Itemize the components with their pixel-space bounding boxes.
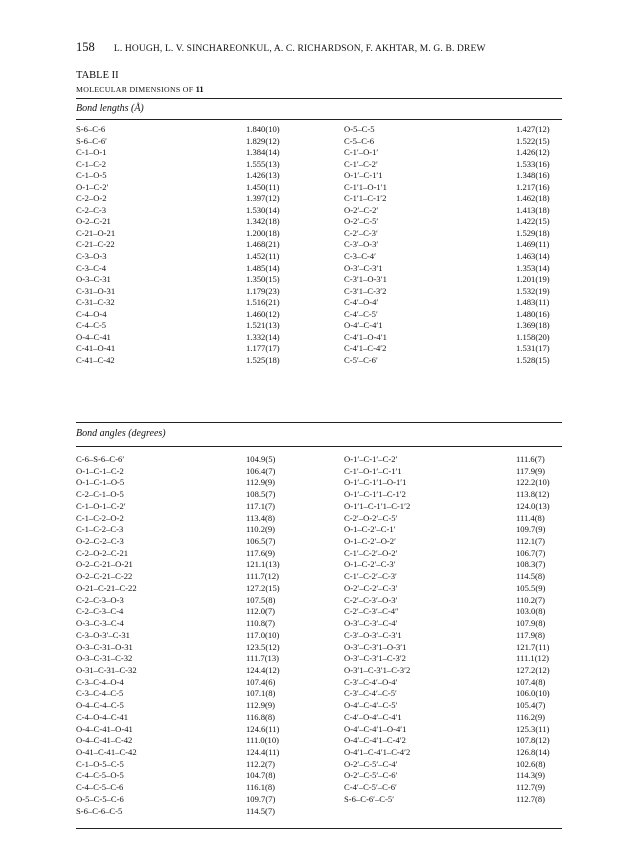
value-right: 1.369(18) bbox=[516, 320, 550, 331]
value-left: 112.9(9) bbox=[246, 700, 276, 711]
bond-angle-row bbox=[76, 712, 562, 724]
bond-angle-row bbox=[76, 653, 562, 665]
bond-length-row bbox=[76, 239, 562, 251]
bond-length-row bbox=[76, 309, 562, 321]
value-right: 126.8(14) bbox=[516, 746, 550, 757]
value-right: 1.158(20) bbox=[516, 331, 550, 342]
bond-angle-row bbox=[76, 642, 562, 654]
value-right: 113.8(12) bbox=[516, 489, 550, 500]
bond-angle-row bbox=[76, 747, 562, 759]
value-left: 1.332(14) bbox=[246, 331, 280, 342]
section-divider-rule bbox=[76, 422, 562, 423]
bond-left: S-6–C-6 bbox=[76, 124, 106, 134]
bond-right: C-4′1–C-4′2 bbox=[344, 343, 387, 354]
bond-left: C-1–O-5–C-5 bbox=[76, 758, 124, 769]
compound-number: 11 bbox=[195, 84, 204, 94]
bond-length-row bbox=[76, 170, 562, 182]
bond-angle-row bbox=[76, 477, 562, 489]
value-left: 117.1(7) bbox=[246, 500, 276, 511]
value-left: 1.530(14) bbox=[246, 204, 280, 215]
bond-left: O-41–C-41–C-42 bbox=[76, 746, 137, 757]
table-caption bbox=[76, 84, 204, 94]
value-right: 1.217(16) bbox=[516, 181, 550, 192]
value-left: 117.0(10) bbox=[246, 629, 280, 640]
value-right: 1.463(14) bbox=[516, 251, 550, 262]
bond-right: C-2′–C-3′ bbox=[344, 227, 378, 238]
bond-left: C-3–O-3′–C-31 bbox=[76, 629, 130, 640]
bond-left: C-2–O-2 bbox=[76, 193, 107, 204]
bond-right: C-3′1–C-3′2 bbox=[344, 285, 387, 296]
bond-right: O-3′–C-3′–C-4′ bbox=[344, 618, 398, 629]
value-left: 111.7(12) bbox=[246, 571, 280, 582]
bond-left: C-3–C-4–O-4 bbox=[76, 676, 124, 687]
value-left: 104.9(5) bbox=[246, 454, 276, 464]
bond-left: O-4–C-4–C-5 bbox=[76, 700, 124, 711]
value-left: 108.5(7) bbox=[246, 489, 276, 500]
bond-angles-heading: Bond angles (degrees) bbox=[76, 428, 166, 439]
value-right: 124.0(13) bbox=[516, 500, 550, 511]
value-left: 1.485(14) bbox=[246, 262, 280, 273]
bond-left: O-2–C-2–C-3 bbox=[76, 536, 124, 547]
value-right: 105.4(7) bbox=[516, 700, 546, 711]
value-left: 1.384(14) bbox=[246, 147, 280, 158]
bond-left: C-31–O-31 bbox=[76, 285, 116, 296]
bond-lengths-heading: Bond lengths (Å) bbox=[76, 103, 144, 114]
value-right: 112.7(8) bbox=[516, 793, 546, 804]
value-right: 121.7(11) bbox=[516, 641, 550, 652]
value-right: 1.201(19) bbox=[516, 274, 550, 285]
value-right: 122.2(10) bbox=[516, 477, 550, 488]
bond-left: C-1–O-5 bbox=[76, 170, 107, 181]
value-left: 1.840(10) bbox=[246, 124, 280, 134]
bond-right: C-1′–C-2′ bbox=[344, 158, 378, 169]
value-right: 1.426(12) bbox=[516, 147, 550, 158]
bond-right: O-2′–C-5′–C-6′ bbox=[344, 770, 398, 781]
bond-length-row bbox=[76, 274, 562, 286]
bond-right: O-1′–C-1′1 bbox=[344, 170, 383, 181]
bond-right: C-2′–C-3′–O-3′ bbox=[344, 594, 398, 605]
value-left: 1.342(18) bbox=[246, 216, 280, 227]
bond-angle-row bbox=[76, 794, 562, 806]
value-right: 1.413(18) bbox=[516, 204, 550, 215]
bond-angle-row bbox=[76, 806, 562, 818]
bond-left: O-3–C-31 bbox=[76, 274, 111, 285]
value-left: 109.7(7) bbox=[246, 793, 276, 804]
value-right: 111.1(12) bbox=[516, 653, 550, 664]
value-right: 1.529(18) bbox=[516, 227, 550, 238]
bond-right: C-4′1–O-4′1 bbox=[344, 331, 387, 342]
bond-angle-row bbox=[76, 618, 562, 630]
bond-angles-table bbox=[76, 454, 562, 817]
bond-left: C-3–O-3 bbox=[76, 251, 107, 262]
value-left: 110.2(9) bbox=[246, 524, 276, 535]
bond-angle-row bbox=[76, 524, 562, 536]
bond-left: O-4–C-41–C-42 bbox=[76, 735, 133, 746]
value-right: 112.7(9) bbox=[516, 782, 546, 793]
bond-angle-row bbox=[76, 583, 562, 595]
bond-left: C-4–O-4–C-41 bbox=[76, 711, 129, 722]
bond-left: O-4–C-41 bbox=[76, 331, 111, 342]
bond-left: C-1–C-2–C-3 bbox=[76, 524, 124, 535]
bond-left: C-3–C-4–C-5 bbox=[76, 688, 124, 699]
value-right: 117.9(8) bbox=[516, 629, 546, 640]
value-right: 1.462(18) bbox=[516, 193, 550, 204]
bond-right: O-1–C-2′–C-1′ bbox=[344, 524, 396, 535]
bond-left: C-4–C-5–C-6 bbox=[76, 782, 124, 793]
value-left: 121.1(13) bbox=[246, 559, 280, 570]
bond-right: C-5–C-6 bbox=[344, 135, 375, 146]
bond-angle-row bbox=[76, 595, 562, 607]
value-left: 1.452(11) bbox=[246, 251, 280, 262]
bond-left: C-1–O-1–C-2′ bbox=[76, 500, 126, 511]
bond-right: C-2′–C-3′–C-4″ bbox=[344, 606, 399, 617]
bond-angle-row bbox=[76, 677, 562, 689]
bond-right: O-3′–C-3′1 bbox=[344, 262, 383, 273]
value-left: 1.450(11) bbox=[246, 181, 280, 192]
page-number: 158 bbox=[76, 40, 95, 54]
bond-angle-row bbox=[76, 501, 562, 513]
value-right: 125.3(11) bbox=[516, 723, 550, 734]
bond-left: S-6–C-6–C-5 bbox=[76, 805, 123, 816]
value-right: 103.0(8) bbox=[516, 606, 546, 617]
value-left: 112.0(7) bbox=[246, 606, 276, 617]
bond-length-row bbox=[76, 263, 562, 275]
value-right: 108.3(7) bbox=[516, 559, 546, 570]
value-right: 1.469(11) bbox=[516, 239, 550, 250]
value-right: 102.6(8) bbox=[516, 758, 546, 769]
bond-right: C-1′–O-1′ bbox=[344, 147, 379, 158]
bond-left: C-2–C-1–O-5 bbox=[76, 489, 124, 500]
bond-right: O-1–C-2′–O-2′ bbox=[344, 536, 396, 547]
table-bottom-rule bbox=[76, 828, 562, 829]
bond-angle-row bbox=[76, 770, 562, 782]
bond-right: C-2′–O-2′–C-5′ bbox=[344, 512, 398, 523]
bond-angle-row bbox=[76, 606, 562, 618]
value-right: 111.6(7) bbox=[516, 454, 545, 464]
bond-lengths-table bbox=[76, 124, 562, 366]
bond-left: C-2–C-3–O-3 bbox=[76, 594, 124, 605]
bond-angle-row bbox=[76, 559, 562, 571]
bond-angle-row bbox=[76, 489, 562, 501]
bond-left: C-21–C-22 bbox=[76, 239, 115, 250]
bond-right: C-4′–C-5′–C-6′ bbox=[344, 782, 397, 793]
bond-length-row bbox=[76, 205, 562, 217]
bond-left: C-1–C-2–O-2 bbox=[76, 512, 124, 523]
value-left: 106.4(7) bbox=[246, 465, 276, 476]
bond-left: O-2–C-21–O-21 bbox=[76, 559, 133, 570]
bond-right: C-1′–O-1′–C-1′1 bbox=[344, 465, 402, 476]
bond-angle-row bbox=[76, 735, 562, 747]
bond-right: C-1′1–O-1′1 bbox=[344, 181, 387, 192]
value-left: 124.6(11) bbox=[246, 723, 280, 734]
bond-angle-row bbox=[76, 571, 562, 583]
value-right: 105.5(9) bbox=[516, 582, 546, 593]
value-left: 1.397(12) bbox=[246, 193, 280, 204]
value-left: 107.5(8) bbox=[246, 594, 276, 605]
bond-length-row bbox=[76, 228, 562, 240]
table-caption-text: MOLECULAR DIMENSIONS OF bbox=[76, 85, 194, 94]
bond-right: O-1′–C-1′–C-2′ bbox=[344, 454, 398, 464]
bond-length-row bbox=[76, 159, 562, 171]
value-left: 111.0(10) bbox=[246, 735, 280, 746]
value-right: 116.2(9) bbox=[516, 711, 546, 722]
bond-right: O-1′–C-1′1–O-1′1 bbox=[344, 477, 407, 488]
bond-right: C-3′–C-4′–O-4′ bbox=[344, 676, 398, 687]
bond-left: C-1–C-2 bbox=[76, 158, 107, 169]
bond-length-row bbox=[76, 320, 562, 332]
bond-left: O-2–C-21–C-22 bbox=[76, 571, 133, 582]
bond-left: S-6–C-6′ bbox=[76, 135, 108, 146]
bond-length-row bbox=[76, 251, 562, 263]
bond-angle-row bbox=[76, 630, 562, 642]
bond-angle-row bbox=[76, 466, 562, 478]
value-left: 123.5(12) bbox=[246, 641, 280, 652]
value-right: 1.528(15) bbox=[516, 354, 550, 365]
bond-length-row bbox=[76, 297, 562, 309]
value-right: 1.422(15) bbox=[516, 216, 550, 227]
value-right: 109.7(9) bbox=[516, 524, 546, 535]
bond-angle-row bbox=[76, 548, 562, 560]
bond-length-row bbox=[76, 182, 562, 194]
value-left: 111.7(13) bbox=[246, 653, 280, 664]
value-right: 1.533(16) bbox=[516, 158, 550, 169]
value-left: 1.468(21) bbox=[246, 239, 280, 250]
bond-right: O-1–C-2′–C-3′ bbox=[344, 559, 396, 570]
bond-left: C-21–O-21 bbox=[76, 227, 116, 238]
bond-angles-rule bbox=[76, 446, 562, 447]
bond-right: O-3′1–C-3′1–C-3′2 bbox=[344, 664, 411, 675]
bond-right: C-5′–C-6′ bbox=[344, 354, 378, 365]
value-left: 1.829(12) bbox=[246, 135, 280, 146]
value-left: 1.350(15) bbox=[246, 274, 280, 285]
bond-right: O-4′–C-4′–C-5′ bbox=[344, 700, 398, 711]
bond-angle-row bbox=[76, 700, 562, 712]
table-top-rule bbox=[76, 98, 562, 99]
value-right: 1.532(19) bbox=[516, 285, 550, 296]
bond-length-row bbox=[76, 147, 562, 159]
bond-left: O-31–C-31–C-32 bbox=[76, 664, 137, 675]
bond-right: C-3′–O-3′ bbox=[344, 239, 379, 250]
bond-right: C-4′–C-5′ bbox=[344, 308, 378, 319]
value-right: 117.9(9) bbox=[516, 465, 546, 476]
value-right: 114.3(9) bbox=[516, 770, 546, 781]
bond-right: O-3′–C-3′1–O-3′1 bbox=[344, 641, 407, 652]
table-title: TABLE II bbox=[76, 70, 119, 81]
bond-angle-row bbox=[76, 454, 562, 466]
value-right: 107.8(12) bbox=[516, 735, 550, 746]
bond-left: C-41–C-42 bbox=[76, 354, 115, 365]
running-head-authors: L. HOUGH, L. V. SINCHAREONKUL, A. C. RICHARDSON, F. AKHTAR, M. G. B. DREW bbox=[113, 44, 486, 54]
value-left: 106.5(7) bbox=[246, 536, 276, 547]
bond-right: O-2′–C-2′ bbox=[344, 204, 379, 215]
value-left: 104.7(8) bbox=[246, 770, 276, 781]
value-left: 113.4(8) bbox=[246, 512, 276, 523]
bond-right: C-1′1–C-1′2 bbox=[344, 193, 387, 204]
bond-left: C-1–O-1 bbox=[76, 147, 107, 158]
bond-right: O-4′–C-4′1–C-4′2 bbox=[344, 735, 406, 746]
bond-left: C-41–O-41 bbox=[76, 343, 116, 354]
bond-left: C-4–C-5 bbox=[76, 320, 107, 331]
value-left: 1.179(23) bbox=[246, 285, 280, 296]
bond-right: S-6–C-6′–C-5′ bbox=[344, 793, 395, 804]
bond-length-row bbox=[76, 332, 562, 344]
bond-left: C-2–C-3–C-4 bbox=[76, 606, 124, 617]
value-right: 1.480(16) bbox=[516, 308, 550, 319]
value-left: 1.460(12) bbox=[246, 308, 280, 319]
bond-left: C-6–S-6–C-6′ bbox=[76, 454, 125, 464]
value-left: 1.177(17) bbox=[246, 343, 280, 354]
value-left: 116.8(8) bbox=[246, 711, 276, 722]
value-left: 107.1(8) bbox=[246, 688, 276, 699]
value-right: 111.4(8) bbox=[516, 512, 545, 523]
bond-length-row bbox=[76, 286, 562, 298]
value-left: 107.4(6) bbox=[246, 676, 276, 687]
value-right: 114.5(8) bbox=[516, 571, 546, 582]
bond-left: O-2–C-21 bbox=[76, 216, 111, 227]
bond-left: O-5–C-5–C-6 bbox=[76, 793, 124, 804]
value-left: 124.4(11) bbox=[246, 746, 280, 757]
value-right: 107.9(8) bbox=[516, 618, 546, 629]
value-right: 110.2(7) bbox=[516, 594, 546, 605]
bond-right: C-4′–O-4′ bbox=[344, 297, 379, 308]
value-left: 114.5(7) bbox=[246, 805, 276, 816]
value-right: 1.522(15) bbox=[516, 135, 550, 146]
bond-right: C-3′–C-4′–C-5′ bbox=[344, 688, 397, 699]
value-left: 1.426(13) bbox=[246, 170, 280, 181]
value-left: 1.200(18) bbox=[246, 227, 280, 238]
bond-length-row bbox=[76, 136, 562, 148]
bond-length-row bbox=[76, 343, 562, 355]
bond-length-row bbox=[76, 193, 562, 205]
value-left: 112.9(9) bbox=[246, 477, 276, 488]
value-right: 107.4(8) bbox=[516, 676, 546, 687]
value-left: 124.4(12) bbox=[246, 664, 280, 675]
bond-left: C-4–O-4 bbox=[76, 308, 107, 319]
bond-right: O-2′–C-5′ bbox=[344, 216, 379, 227]
bond-left: O-1–C-2′ bbox=[76, 181, 109, 192]
bond-right: C-3′–O-3′–C-3′1 bbox=[344, 629, 402, 640]
bond-right: O-1′1–C-1′1–C-1′2 bbox=[344, 500, 411, 511]
bond-angle-row bbox=[76, 724, 562, 736]
bond-left: O-1–C-1–O-5 bbox=[76, 477, 125, 488]
bond-length-row bbox=[76, 355, 562, 367]
bond-left: O-1–C-1–C-2 bbox=[76, 465, 124, 476]
bond-left: C-2–C-3 bbox=[76, 204, 107, 215]
value-left: 1.521(13) bbox=[246, 320, 280, 331]
bond-lengths-rule bbox=[76, 119, 562, 120]
bond-right: C-3′1–O-3′1 bbox=[344, 274, 387, 285]
bond-right: O-3′–C-3′1–C-3′2 bbox=[344, 653, 406, 664]
bond-angle-row bbox=[76, 536, 562, 548]
bond-left: C-31–C-32 bbox=[76, 297, 115, 308]
bond-left: C-4–C-5–O-5 bbox=[76, 770, 124, 781]
value-left: 110.8(7) bbox=[246, 618, 276, 629]
value-right: 1.348(16) bbox=[516, 170, 550, 181]
value-left: 117.6(9) bbox=[246, 547, 276, 558]
bond-right: O-2′–C-2′–C-3′ bbox=[344, 582, 398, 593]
value-right: 1.427(12) bbox=[516, 124, 550, 134]
bond-right: C-4′–O-4′–C-4′1 bbox=[344, 711, 402, 722]
bond-angle-row bbox=[76, 782, 562, 794]
bond-angle-row bbox=[76, 688, 562, 700]
bond-right: C-1′–C-2′–C-3′ bbox=[344, 571, 397, 582]
value-left: 1.516(21) bbox=[246, 297, 280, 308]
running-head bbox=[76, 40, 486, 55]
bond-left: O-3–C-31–O-31 bbox=[76, 641, 133, 652]
bond-right: O-2′–C-5′–C-4′ bbox=[344, 758, 398, 769]
bond-left: O-3–C-3–C-4 bbox=[76, 618, 124, 629]
bond-right: O-4′–C-4′1 bbox=[344, 320, 383, 331]
bond-left: O-21–C-21–C-22 bbox=[76, 582, 137, 593]
value-left: 112.2(7) bbox=[246, 758, 276, 769]
value-left: 116.1(8) bbox=[246, 782, 276, 793]
value-right: 1.531(17) bbox=[516, 343, 550, 354]
value-left: 1.525(18) bbox=[246, 354, 280, 365]
bond-right: O-4′–C-4′1–O-4′1 bbox=[344, 723, 407, 734]
bond-right: C-3–C-4′ bbox=[344, 251, 376, 262]
bond-right: O-1′–C-1′1–C-1′2 bbox=[344, 489, 406, 500]
value-right: 106.7(7) bbox=[516, 547, 546, 558]
bond-angle-row bbox=[76, 513, 562, 525]
bond-left: C-3–C-4 bbox=[76, 262, 107, 273]
bond-right: O-4′1–C-4′1–C-4′2 bbox=[344, 746, 411, 757]
bond-angle-row bbox=[76, 759, 562, 771]
bond-left: O-4–C-41–O-41 bbox=[76, 723, 133, 734]
bond-right: O-5–C-5 bbox=[344, 124, 375, 134]
value-right: 1.353(14) bbox=[516, 262, 550, 273]
value-right: 112.1(7) bbox=[516, 536, 546, 547]
bond-left: C-2–O-2–C-21 bbox=[76, 547, 129, 558]
value-right: 1.483(11) bbox=[516, 297, 550, 308]
value-right: 106.0(10) bbox=[516, 688, 550, 699]
bond-length-row bbox=[76, 124, 562, 136]
value-right: 127.2(12) bbox=[516, 664, 550, 675]
bond-angle-row bbox=[76, 665, 562, 677]
bond-length-row bbox=[76, 216, 562, 228]
bond-right: C-1′–C-2′–O-2′ bbox=[344, 547, 398, 558]
value-left: 1.555(13) bbox=[246, 158, 280, 169]
value-left: 127.2(15) bbox=[246, 582, 280, 593]
bond-left: O-3–C-31–C-32 bbox=[76, 653, 133, 664]
